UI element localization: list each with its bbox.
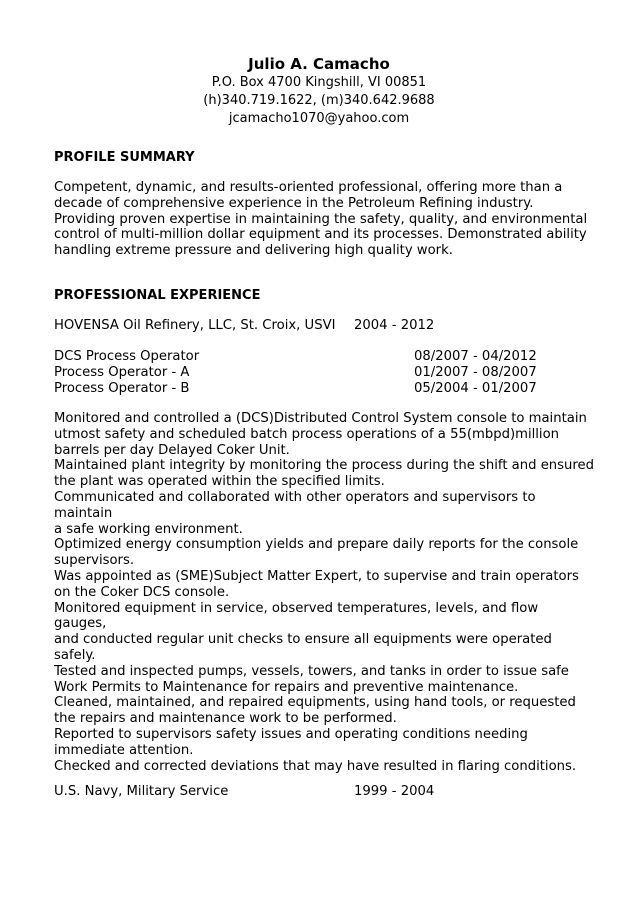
duty-line: Optimized energy consumption yields and prepare daily reports for the console — [54, 537, 579, 553]
email-address: jcamacho1070@yahoo.com — [228, 111, 410, 126]
duty-line: Was appointed as (SME)Subject Matter Expert, to supervise and train operators — [54, 568, 579, 584]
mailing-address: P.O. Box 4700 Kingshill, VI 00851 — [211, 75, 427, 90]
duty-line: Reported to supervisors safety issues and operating conditions needing — [54, 726, 528, 742]
position-row — [54, 365, 594, 381]
duty-line: the repairs and maintenance work to be performed. — [54, 711, 397, 727]
duty-line: Communicated and collaborated with other operators and supervisors to maintain — [54, 489, 536, 521]
positions-list — [54, 349, 594, 396]
duty-line: supervisors. — [54, 553, 135, 569]
duty-line: Monitored and controlled a (DCS)Distributed Control System console to maintain — [54, 411, 587, 426]
military-service-label: U.S. Navy, Military Service — [54, 784, 229, 799]
duty-line: Work Permits to Maintenance for repairs and preventive maintenance. — [54, 679, 519, 695]
duty-line: Cleaned, maintained, and repaired equipments, using hand tools, or requested — [54, 695, 576, 711]
duty-line: on the Coker DCS console. — [54, 584, 230, 600]
duty-line: Checked and corrected deviations that may have resulted in flaring conditions. — [54, 758, 577, 774]
position-row — [54, 381, 594, 397]
profile-line: Competent, dynamic, and results-oriented professional, offering more than a — [54, 180, 563, 195]
duty-line: a safe working environment. — [54, 521, 243, 537]
duty-line: utmost safety and scheduled batch process operations of a 55(mbpd)million — [54, 426, 560, 442]
profile-line: decade of comprehensive experience in the Petroleum Refining industry. — [54, 195, 534, 211]
duty-line: and conducted regular unit checks to ensure all equipments were operated — [54, 632, 552, 648]
employer-dates: 2004 - 2012 — [354, 318, 435, 333]
duty-line: Monitored equipment in service, observed temperatures, levels, and flow gauges, — [54, 600, 539, 632]
duty-line: barrels per day Delayed Coker Unit. — [54, 442, 290, 458]
candidate-name: Julio A. Camacho — [248, 55, 390, 73]
duty-line: the plant was operated within the specified limits. — [54, 474, 385, 490]
position-row — [54, 349, 594, 365]
profile-summary-text — [54, 180, 594, 259]
position-dates: 05/2004 - 01/2007 — [414, 380, 537, 396]
resume-header — [0, 54, 638, 128]
position-dates: 08/2007 - 04/2012 — [414, 349, 537, 364]
military-service-dates: 1999 - 2004 — [354, 784, 435, 799]
duties-text — [54, 411, 594, 774]
military-service-row — [54, 784, 594, 800]
employer-row — [54, 318, 594, 334]
duty-line: Maintained plant integrity by monitoring the process during the shift and ensured — [54, 458, 595, 474]
duty-line: safely. — [54, 647, 96, 663]
position-title: DCS Process Operator — [54, 349, 200, 364]
employer-name: HOVENSA Oil Refinery, LLC, St. Croix, USVI — [54, 318, 336, 333]
profile-line: control of multi-million dollar equipment and its processes. Demonstrated ability — [54, 227, 587, 243]
profile-line: handling extreme pressure and delivering high quality work. — [54, 243, 453, 259]
phone-numbers: (h)340.719.1622, (m)340.642.9688 — [203, 93, 435, 108]
position-title: Process Operator - B — [54, 380, 190, 396]
profile-summary-heading: PROFILE SUMMARY — [54, 150, 195, 165]
position-dates: 01/2007 - 08/2007 — [414, 364, 537, 380]
duty-line: Tested and inspected pumps, vessels, towers, and tanks in order to issue safe — [54, 663, 569, 679]
profile-line: Providing proven expertise in maintaining the safety, quality, and environmental — [54, 211, 588, 227]
duty-line: immediate attention. — [54, 742, 194, 758]
position-title: Process Operator - A — [54, 364, 190, 380]
professional-experience-heading: PROFESSIONAL EXPERIENCE — [54, 288, 261, 303]
